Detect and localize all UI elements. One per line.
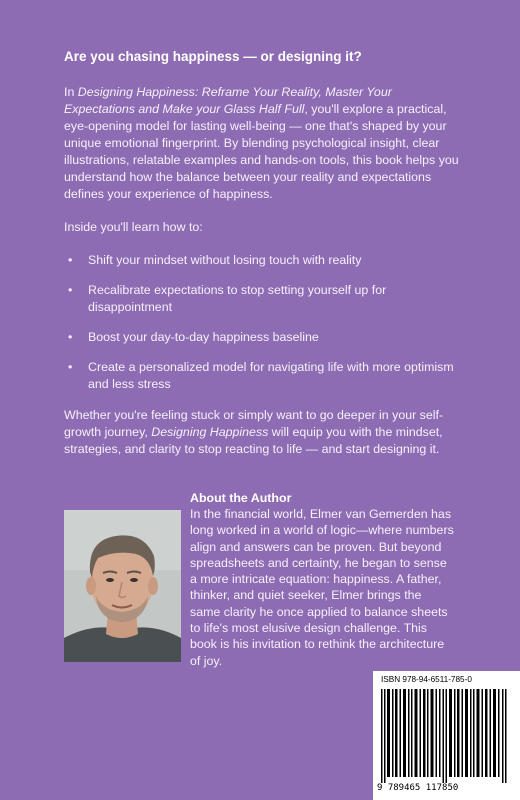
barcode-icon: [381, 689, 512, 783]
isbn-label: ISBN 978-94-6511-785-0: [381, 675, 472, 684]
author-photo: [64, 510, 181, 662]
list-item: [64, 252, 464, 269]
intro-prefix: In: [64, 85, 78, 99]
intro-rest: , you'll explore a practical, eye-opening model for lasting well-being — one that's shaped by your unique emotional fingerprint. By blending psychological insight, clear illustrations, relatable examples and hands-on tools, this book helps you understand how the balance between your reality and expectations defines your experience of happiness.: [64, 102, 459, 201]
blurb-headline: Are you chasing happiness — or designing it?: [64, 49, 362, 64]
author-text: [190, 490, 454, 669]
list-item-text: Recalibrate expectations to stop setting yourself up for disappointment: [88, 283, 387, 314]
list-item: [64, 329, 464, 346]
closing-prefix: Whether you're feeling stuck or simply want to go deeper in your self-growth journey,: [64, 408, 444, 439]
list-item: [64, 282, 464, 316]
learn-intro: Inside you'll learn how to:: [64, 220, 203, 234]
closing-paragraph: [64, 407, 464, 458]
blurb-section: [64, 48, 464, 474]
closing-book-title: Designing Happiness: [151, 425, 269, 439]
author-bio: In the financial world, Elmer van Gemerden has long worked in a world of logic—where numbers align and answers can be proven. But beyond spreadsheets and certainty, he began to sense a more intricate equation: happiness. A father, thinker, and quiet seeker, Elmer brings the same clarity he once applied to balance sheets to life's most elusive design challenge. This book is his invitation to rethink the architecture of joy.: [190, 507, 454, 668]
author-heading: About the Author: [190, 491, 292, 505]
isbn-barcode: [373, 671, 520, 800]
bullet-icon: •: [68, 253, 73, 267]
list-item-text: Create a personalized model for navigating life with more optimism and less stress: [88, 360, 454, 391]
barcode-digits: 9 789465 117850: [377, 783, 459, 793]
list-item-text: Boost your day-to-day happiness baseline: [88, 330, 319, 344]
bullet-icon: •: [68, 360, 73, 374]
intro-book-title: Designing Happiness: Reframe Your Reality, Master Your Expectations and Make your Glass Half Full: [64, 85, 392, 116]
list-item-text: Shift your mindset without losing touch with reality: [88, 253, 362, 267]
bullet-icon: •: [68, 283, 73, 297]
list-item: [64, 359, 464, 393]
author-portrait-icon: [64, 510, 181, 662]
intro-paragraph: [64, 84, 464, 203]
closing-rest: will equip you with the mindset, strategies, and clarity to stop reacting to life — and start designing it.: [64, 425, 443, 456]
bullet-icon: •: [68, 330, 73, 344]
learning-list: [64, 252, 464, 393]
